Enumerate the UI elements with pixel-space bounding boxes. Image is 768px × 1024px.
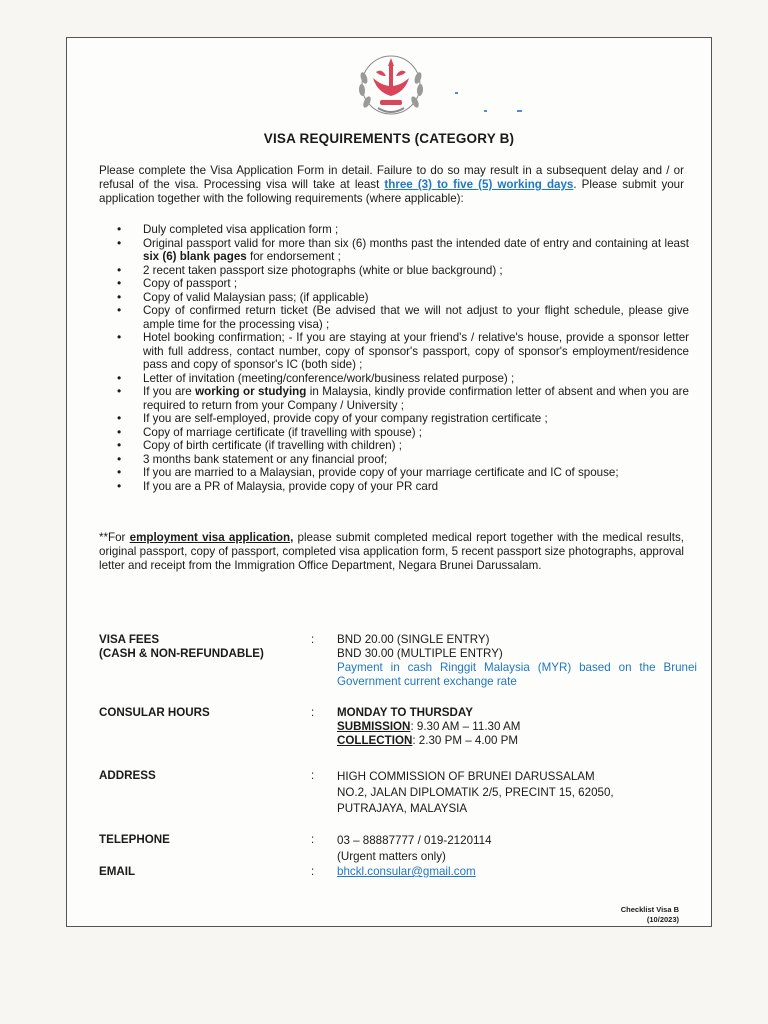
- requirement-text: Letter of invitation (meeting/conference/work/business related purpose) ;: [143, 371, 515, 385]
- requirement-item: [99, 331, 689, 372]
- fee-multiple-entry: BND 30.00 (MULTIPLE ENTRY): [337, 647, 503, 660]
- footer-date: (10/2023): [646, 915, 679, 924]
- telephone-note: (Urgent matters only): [337, 850, 446, 863]
- processing-days-highlight: three (3) to five (5) working days: [384, 178, 574, 191]
- colon: :: [311, 706, 315, 719]
- requirement-text-end: in Malaysia, kindly provide confirmation letter of absent and when you are required to return from your Company / University ;: [143, 385, 689, 412]
- consular-hours-value: [337, 706, 697, 748]
- fee-single-entry: BND 20.00 (SINGLE ENTRY): [337, 633, 490, 646]
- requirement-text: Copy of passport ;: [143, 277, 238, 290]
- address-value: [337, 769, 697, 817]
- requirement-item: [99, 264, 689, 278]
- requirement-item: [99, 277, 689, 291]
- visa-fees-value: [337, 633, 697, 689]
- visa-fees-label-line2: (CASH & NON-REFUNDABLE): [99, 647, 264, 660]
- colon: :: [311, 769, 315, 782]
- address-line-3: PUTRAJAYA, MALAYSIA: [337, 802, 468, 815]
- requirement-item: [99, 426, 689, 440]
- address-line-2: NO.2, JALAN DIPLOMATIK 2/5, PRECINT 15, 62050,: [337, 786, 614, 799]
- intro-text-end: . Please submit your application together with the following requirements (where applicable):: [99, 178, 684, 205]
- requirement-item: [99, 223, 689, 237]
- telephone-number: 03 – 88887777 / 019-2120114: [337, 834, 492, 847]
- colon: :: [311, 833, 315, 846]
- requirement-text: 3 months bank statement or any financial proof;: [143, 452, 388, 466]
- requirement-text: Duly completed visa application form ;: [143, 223, 339, 236]
- requirement-item: [99, 372, 689, 386]
- document-page: [66, 37, 712, 927]
- requirement-item: [99, 466, 689, 480]
- requirement-item: [99, 237, 689, 264]
- note-prefix: **For: [99, 531, 130, 544]
- requirement-item: [99, 439, 689, 453]
- submission-label: SUBMISSION: [337, 720, 411, 733]
- colon: :: [311, 865, 315, 878]
- requirement-text: Original passport valid for more than six (6) months past the intended date of entry and containing at least: [143, 236, 689, 250]
- requirement-text: Copy of valid Malaysian pass; (if applicable): [143, 290, 369, 304]
- telephone-value: [337, 833, 697, 865]
- submission-hours: [337, 720, 697, 734]
- requirement-text: If you are married to a Malaysian, provide copy of your marriage certificate and IC of spouse;: [143, 466, 619, 479]
- requirement-text: If you are a PR of Malaysia, provide copy of your PR card: [143, 479, 439, 493]
- requirement-emphasis: working or studying: [195, 385, 307, 398]
- note-text: please submit completed medical report together with the medical results, original passport, copy of passport, completed visa application form, 5 recent passport size photographs, approval letter and receipt from the Immigration Office Department, Negara Brunei Darussalam.: [99, 531, 684, 572]
- requirements-list: [99, 223, 689, 493]
- telephone-label: TELEPHONE: [99, 833, 170, 846]
- colon: :: [311, 633, 315, 646]
- consular-hours-label: CONSULAR HOURS: [99, 706, 210, 719]
- email-value: [337, 865, 697, 879]
- visa-fees-label: [99, 633, 299, 661]
- requirement-text-end: for endorsement ;: [246, 250, 341, 263]
- intro-text: Please complete the Visa Application Form in detail. Failure to do so may result in a subsequent delay and / or refusal of the visa. Processing visa will take at least: [99, 164, 684, 191]
- consular-days: MONDAY TO THURSDAY: [337, 706, 473, 719]
- footer-reference: [621, 905, 679, 925]
- requirement-text: Copy of birth certificate (if travelling with children) ;: [143, 439, 403, 452]
- visa-fees-label-line1: VISA FEES: [99, 633, 160, 646]
- requirement-item: [99, 412, 689, 426]
- page-title: VISA REQUIREMENTS (CATEGORY B): [263, 131, 515, 146]
- employment-visa-underlined: employment visa application,: [129, 531, 294, 544]
- email-label: EMAIL: [99, 865, 136, 878]
- intro-paragraph: [99, 164, 684, 206]
- requirement-text: Copy of marriage certificate (if travelling with spouse) ;: [143, 425, 423, 439]
- footer-checklist: Checklist Visa B: [620, 905, 679, 914]
- collection-label: COLLECTION: [337, 734, 413, 747]
- requirement-item: [99, 385, 689, 412]
- address-line-1: HIGH COMMISSION OF BRUNEI DARUSSALAM: [337, 770, 595, 783]
- requirement-text: Copy of confirmed return ticket (Be advised that we will not adjust to your flight schedule, please give ample time for the processing visa) ;: [143, 304, 689, 331]
- brunei-crest-icon: [350, 48, 432, 120]
- collection-hours: [337, 734, 697, 748]
- requirement-text: Hotel booking confirmation; - If you are staying at your friend's / relative's house, provide a sponsor letter with full address, contact number, copy of sponsor's passport, copy of sponsor's employment/residence pass and copy of sponsor's IC (both side) ;: [143, 331, 689, 371]
- requirement-emphasis: six (6) blank pages: [143, 250, 247, 263]
- requirement-text: 2 recent taken passport size photographs (white or blue background) ;: [143, 263, 503, 277]
- requirement-text: If you are: [143, 385, 196, 398]
- requirement-item: [99, 304, 689, 331]
- collection-time: : 2.30 PM – 4.00 PM: [412, 734, 519, 747]
- payment-note: Payment in cash Ringgit Malaysia (MYR) based on the Brunei Government current exchange rate: [337, 661, 697, 688]
- email-link[interactable]: bhckl.consular@gmail.com: [337, 865, 476, 878]
- requirement-item: [99, 480, 689, 494]
- submission-time: : 9.30 AM – 11.30 AM: [410, 720, 521, 733]
- requirement-item: [99, 453, 689, 467]
- requirement-text: If you are self-employed, provide copy of your company registration certificate ;: [143, 412, 548, 425]
- address-label: ADDRESS: [99, 769, 156, 782]
- employment-note: [99, 531, 684, 573]
- requirement-item: [99, 291, 689, 305]
- scan-marks: [452, 88, 532, 118]
